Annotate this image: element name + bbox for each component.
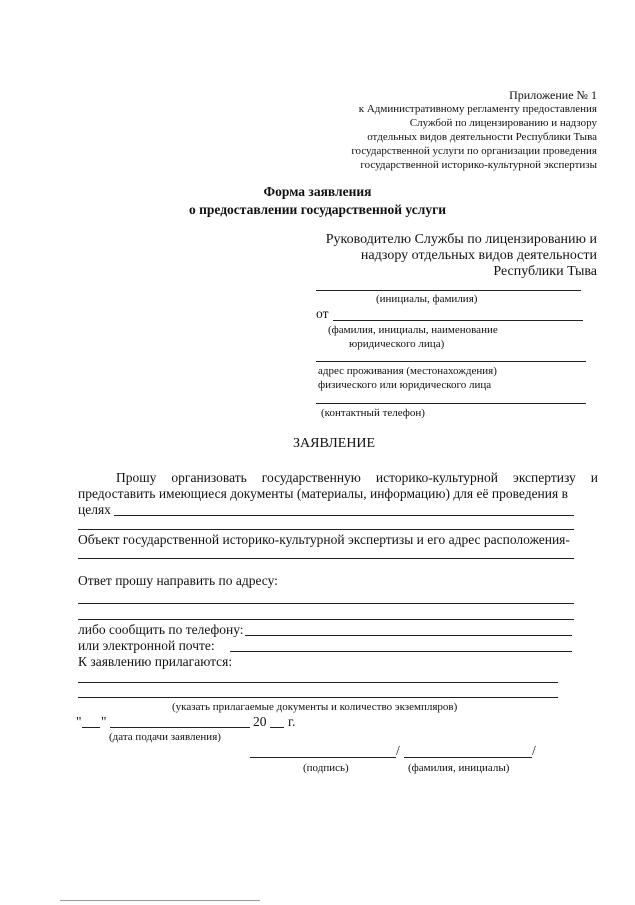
name-caption: (фамилия, инициалы): [408, 762, 510, 774]
object-field[interactable]: [78, 558, 574, 559]
signature-caption: (подпись): [303, 762, 349, 774]
appendix-line: к Административному регламенту предоставления: [358, 103, 597, 115]
head-name-field[interactable]: [316, 290, 581, 291]
phone-reply-field[interactable]: [245, 635, 572, 636]
date-year-field[interactable]: [270, 727, 284, 728]
attachments-caption: (указать прилагаемые документы и количество экземпляров): [172, 701, 458, 713]
head-name-caption: (инициалы, фамилия): [376, 293, 478, 305]
phone-reply-label: либо сообщить по телефону:: [78, 622, 244, 637]
goal-field[interactable]: [114, 515, 574, 516]
phone-caption: (контактный телефон): [321, 407, 425, 419]
form-title-line1: Форма заявления: [263, 184, 372, 199]
address-field[interactable]: [316, 361, 586, 362]
recipient-line: Руководителю Службы по лицензированию и: [325, 232, 597, 247]
attachments-label: К заявлению прилагаются:: [78, 654, 233, 669]
address-caption: адрес проживания (местонахождения): [318, 365, 497, 377]
date-quote-close: ": [101, 714, 107, 729]
email-label: или электронной почте:: [78, 638, 215, 653]
signature-name-field[interactable]: [404, 757, 532, 758]
statement-paragraph-line: предоставить имеющиеся документы (материалы, информацию) для её проведения в: [78, 486, 568, 501]
address-caption: физического или юридического лица: [318, 379, 492, 391]
attachments-field[interactable]: [78, 682, 558, 683]
date-month-field[interactable]: [110, 727, 250, 728]
date-day-field[interactable]: [82, 727, 100, 728]
recipient-line: Республики Тыва: [493, 264, 597, 279]
signature-field[interactable]: [250, 757, 396, 758]
phone-field[interactable]: [316, 403, 586, 404]
statement-paragraph-line: Прошу организовать государственную историко-культурной экспертизу и: [116, 470, 598, 485]
from-label: от: [316, 306, 329, 321]
reply-address-field-extra[interactable]: [78, 619, 574, 620]
email-field[interactable]: [230, 651, 572, 652]
appendix-line: отдельных видов деятельности Республики Тыва: [367, 131, 597, 143]
from-caption: юридического лица): [349, 338, 445, 350]
statement-heading: ЗАЯВЛЕНИЕ: [293, 436, 376, 451]
date-suffix: г.: [288, 714, 296, 729]
attachments-field-extra[interactable]: [78, 697, 558, 698]
goal-field-extra[interactable]: [78, 529, 574, 530]
date-caption: (дата подачи заявления): [109, 731, 221, 743]
appendix-line: государственной историко-культурной экспертизы: [360, 159, 597, 171]
page-footer-rule: [60, 900, 260, 901]
appendix-line: государственной услуги по организации проведения: [351, 145, 597, 157]
form-title-line2: о предоставлении государственной услуги: [188, 202, 446, 217]
appendix-line: Службой по лицензированию и надзору: [409, 117, 597, 129]
recipient-line: надзору отдельных видов деятельности: [360, 248, 597, 263]
signature-slash: /: [396, 743, 400, 758]
from-field[interactable]: [333, 320, 583, 321]
reply-address-field[interactable]: [78, 603, 574, 604]
appendix-number: Приложение № 1: [509, 88, 597, 102]
goal-label: целях: [78, 502, 111, 517]
reply-label: Ответ прошу направить по адресу:: [78, 573, 278, 588]
from-caption: (фамилия, инициалы, наименование: [328, 324, 498, 336]
signature-slash: /: [532, 743, 536, 758]
object-label: Объект государственной историко-культурной экспертизы и его адрес расположения-: [78, 532, 570, 547]
date-quote-open: ": [76, 714, 82, 729]
date-year-prefix: 20: [253, 714, 267, 729]
